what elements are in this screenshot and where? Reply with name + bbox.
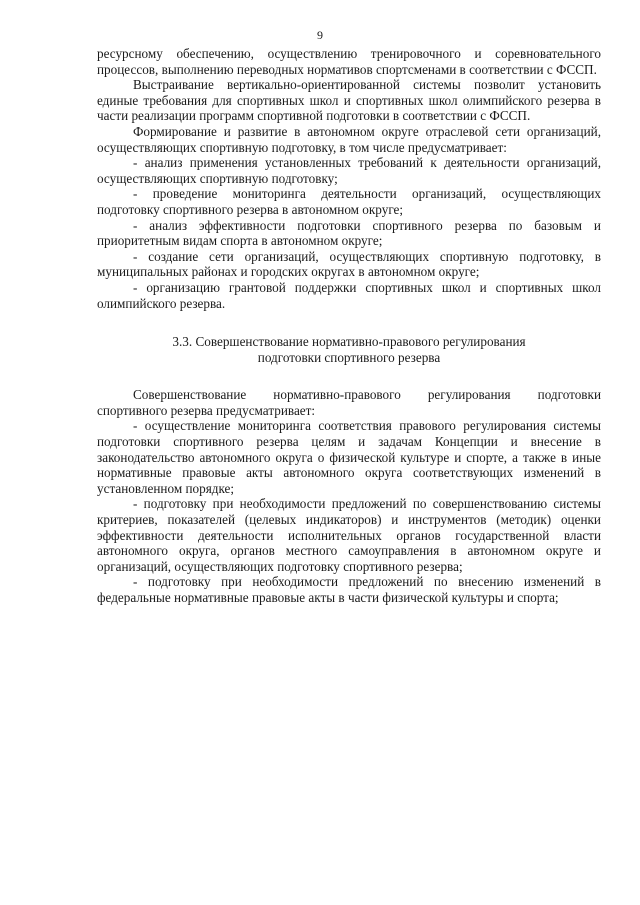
page-number: 9: [317, 28, 323, 42]
section-heading-line-2: подготовки спортивного резерва: [257, 349, 441, 365]
list-item: - организацию грантовой поддержки спортивных школ и спортивных школ олимпийского резерва.: [97, 279, 601, 311]
list-item: - подготовку при необходимости предложений по совершенствованию системы критериев, показателей (целевых индикаторов) и инструментов (методик) оценки эффективности деятельности исполнительных органов государственной власти автономного округа, органов местного самоуправления в автономном округе и организаций, осуществляющих подготовку спортивного резерва;: [97, 496, 601, 574]
paragraph: Формирование и развитие в автономном округе отраслевой сети организаций, осуществляющих спортивную подготовку, в том числе предусматривает:: [97, 123, 601, 155]
section-heading: [97, 334, 601, 365]
section-heading-line-1: 3.3. Совершенствование нормативно-правового регулирования: [172, 334, 526, 350]
paragraph: Совершенствование нормативно-правового регулирования подготовки спортивного резерва предусматривает:: [97, 387, 601, 418]
list-item: - анализ эффективности подготовки спортивного резерва по базовым и приоритетным видам спорта в автономном округе;: [97, 217, 601, 249]
paragraph: Выстраивание вертикально-ориентированной системы позволит установить единые требования для спортивных школ и спортивных школ олимпийского резерва в части реализации программ спортивной подготовки в соответствии с ФССП.: [97, 77, 601, 124]
list-item: - создание сети организаций, осуществляющих спортивную подготовку, в муниципальных районах и городских округах в автономном округе;: [97, 248, 601, 280]
list-item: - подготовку при необходимости предложений по внесению изменений в федеральные нормативные правовые акты в части физической культуры и спорта;: [97, 574, 601, 605]
paragraph: ресурсному обеспечению, осуществлению тренировочного и соревновательного процессов, выполнению переводных нормативов спортсменами в соответствии с ФССП.: [97, 46, 601, 77]
list-item: - проведение мониторинга деятельности организаций, осуществляющих подготовку спортивного резерва в автономном округе;: [97, 186, 601, 217]
list-item: - осуществление мониторинга соответствия правового регулирования системы подготовки спортивного резерва целям и задачам Концепции и внесение в законодательство автономного округа о физической культуре и спорте, а также в иные нормативные правовые акты автономного округа соответствующих изменений в установленном порядке;: [97, 418, 601, 496]
document-body: [97, 46, 601, 606]
list-item: - анализ применения установленных требований к деятельности организаций, осуществляющих спортивную подготовку;: [97, 155, 601, 186]
